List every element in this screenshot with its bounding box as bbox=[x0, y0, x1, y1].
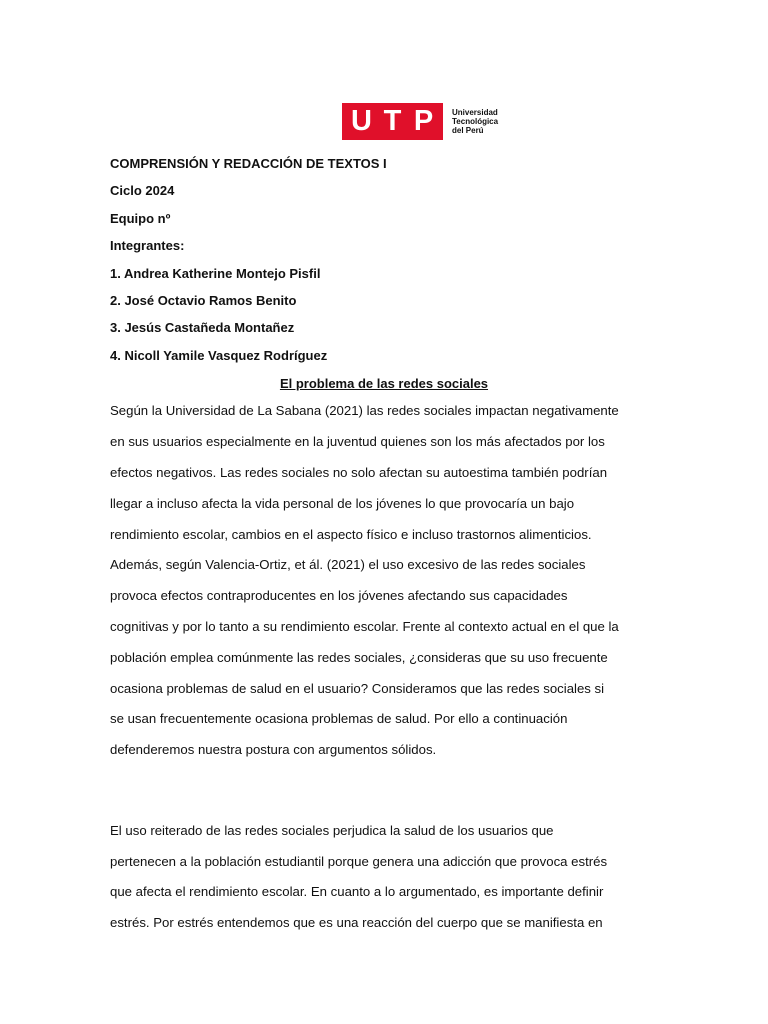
logo-text-line-2: Tecnológica bbox=[452, 117, 499, 126]
paragraph-line: defenderemos nuestra postura con argumentos sólidos. bbox=[110, 742, 437, 757]
logo-text-line-3: del Perú bbox=[452, 126, 484, 135]
member-3: 3. Jesús Castañeda Montañez bbox=[110, 320, 295, 335]
utp-logo-mark bbox=[342, 103, 443, 140]
paragraph-line: pertenecen a la población estudiantil porque genera una adicción que provoca estrés bbox=[110, 854, 608, 869]
course-name: COMPRENSIÓN Y REDACCIÓN DE TEXTOS I bbox=[110, 156, 387, 171]
paragraph-line: efectos negativos. Las redes sociales no solo afectan su autoestima también podrían bbox=[110, 465, 608, 480]
paragraph-line: rendimiento escolar, cambios en el aspecto físico e incluso trastornos alimenticios. bbox=[110, 527, 592, 542]
logo-text-line-1: Universidad bbox=[452, 108, 498, 117]
logo-letter-t: T bbox=[383, 105, 402, 137]
paragraph-line: que afecta el rendimiento escolar. En cuanto a lo argumentado, es importante definir bbox=[110, 884, 604, 899]
members-label: Integrantes: bbox=[110, 238, 185, 253]
paragraph-line: Según la Universidad de La Sabana (2021) las redes sociales impactan negativamente bbox=[110, 403, 619, 418]
paragraph-line: estrés. Por estrés entendemos que es una reacción del cuerpo que se manifiesta en bbox=[110, 915, 603, 930]
paragraph-line: se usan frecuentemente ocasiona problemas de salud. Por ello a continuación bbox=[110, 711, 568, 726]
cycle: Ciclo 2024 bbox=[110, 183, 175, 198]
member-1: 1. Andrea Katherine Montejo Pisfil bbox=[110, 266, 321, 281]
essay-title: El problema de las redes sociales bbox=[279, 376, 489, 391]
paragraph-line: El uso reiterado de las redes sociales perjudica la salud de los usuarios que bbox=[110, 823, 554, 838]
utp-logo-text bbox=[452, 108, 498, 135]
paragraph-line: ocasiona problemas de salud en el usuario? Consideramos que las redes sociales si bbox=[110, 681, 605, 696]
team-number: Equipo nº bbox=[110, 211, 171, 226]
paragraph-line: cognitivas y por lo tanto a su rendimiento escolar. Frente al contexto actual en el que la bbox=[110, 619, 619, 634]
logo-letter-u: U bbox=[351, 105, 372, 137]
paragraph-line: provoca efectos contraproducentes en los jóvenes afectando sus capacidades bbox=[110, 588, 568, 603]
logo-letter-p: P bbox=[413, 105, 434, 137]
member-2: 2. José Octavio Ramos Benito bbox=[110, 293, 297, 308]
paragraph-line: en sus usuarios especialmente en la juventud quienes son los más afectados por los bbox=[110, 434, 605, 449]
member-4: 4. Nicoll Yamile Vasquez Rodríguez bbox=[110, 348, 328, 363]
paragraph-line: Además, según Valencia-Ortiz, et ál. (2021) el uso excesivo de las redes sociales bbox=[110, 557, 586, 572]
utp-logo bbox=[342, 103, 498, 140]
paragraph-line: población emplea comúnmente las redes sociales, ¿consideras que su uso frecuente bbox=[110, 650, 608, 665]
paragraph-line: llegar a incluso afecta la vida personal de los jóvenes lo que provocaría un bajo bbox=[110, 496, 575, 511]
